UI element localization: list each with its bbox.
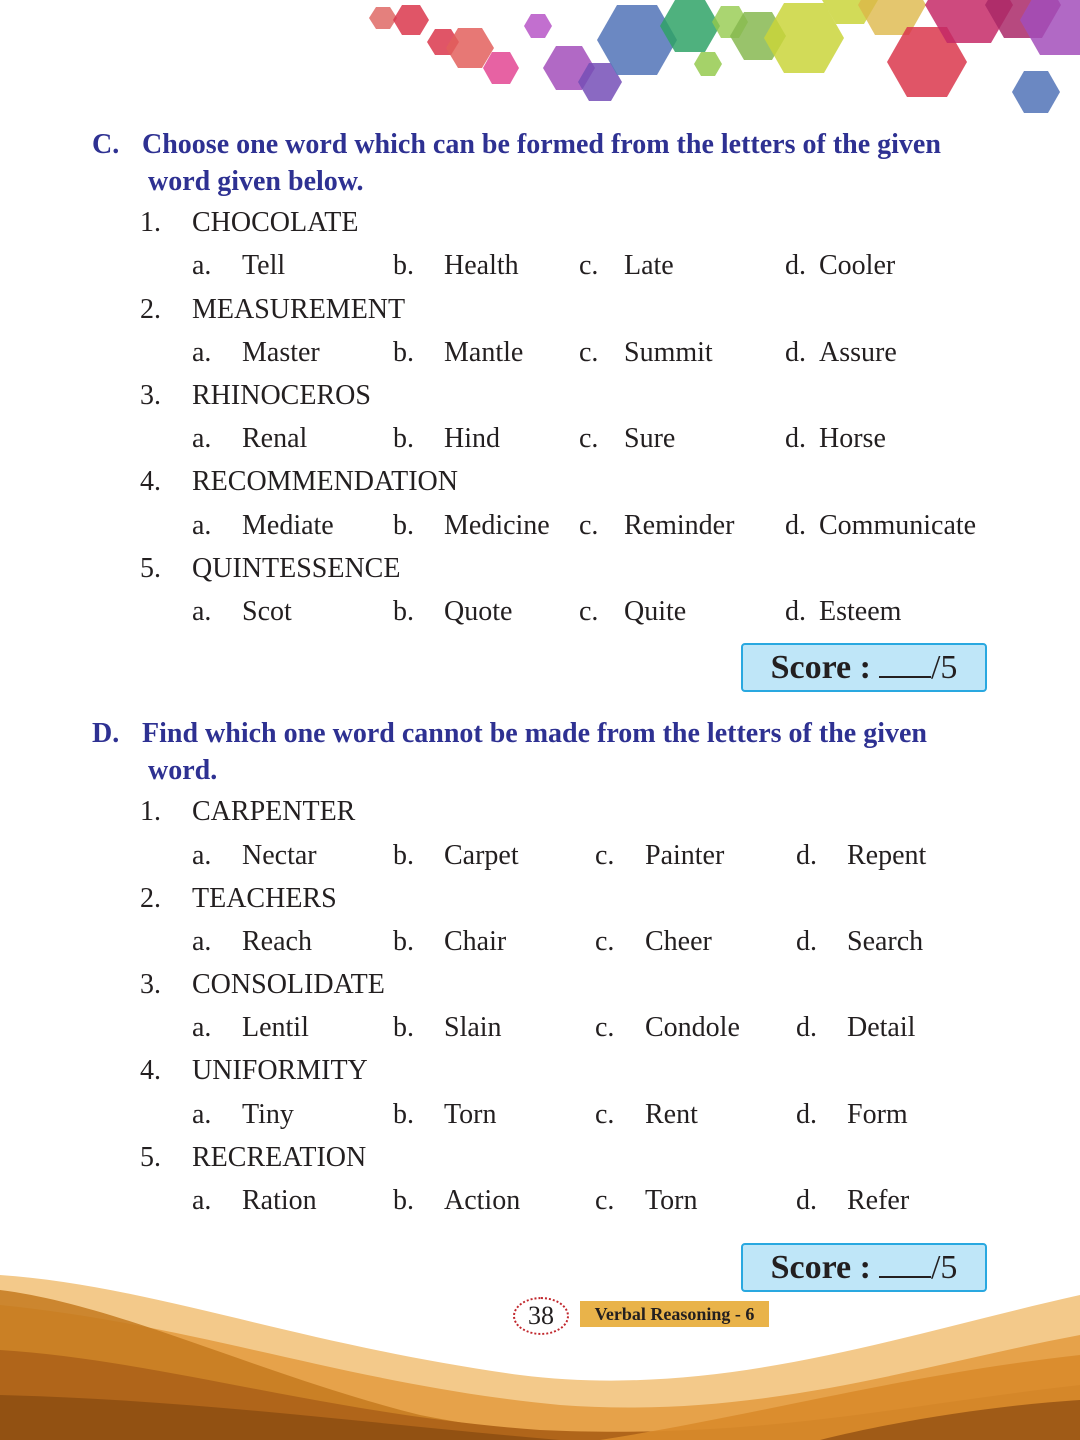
option-b[interactable]: b. Health bbox=[393, 250, 519, 281]
options-row bbox=[0, 333, 1080, 373]
question-word: CHOCOLATE bbox=[192, 207, 359, 238]
options-row bbox=[0, 1095, 1080, 1135]
question-word: MEASUREMENT bbox=[192, 294, 406, 325]
question-row: 4. RECOMMENDATION bbox=[0, 462, 1080, 502]
option-c[interactable]: c. Sure bbox=[579, 423, 676, 454]
question-word: CARPENTER bbox=[192, 796, 356, 827]
question-row: 5. QUINTESSENCE bbox=[0, 549, 1080, 589]
hexagon-decoration-top bbox=[0, 0, 1080, 125]
page-footer bbox=[0, 1297, 1080, 1337]
question-row: 1. CARPENTER bbox=[0, 792, 1080, 832]
options-row bbox=[0, 1008, 1080, 1048]
option-c[interactable]: c. Rent bbox=[595, 1099, 698, 1130]
options-row bbox=[0, 506, 1080, 546]
option-c[interactable]: c. Summit bbox=[579, 337, 713, 368]
book-title: Verbal Reasoning - 6 bbox=[580, 1301, 769, 1327]
question-word: CONSOLIDATE bbox=[192, 969, 385, 1000]
option-c[interactable]: c. Cheer bbox=[595, 926, 712, 957]
section-letter: D. bbox=[92, 718, 120, 749]
question-word: RECREATION bbox=[192, 1142, 367, 1173]
option-a[interactable]: a. Master bbox=[192, 337, 320, 368]
question-row: 3. RHINOCEROS bbox=[0, 376, 1080, 416]
question-word: RHINOCEROS bbox=[192, 380, 371, 411]
option-c[interactable]: c. Painter bbox=[595, 840, 725, 871]
options-row bbox=[0, 246, 1080, 286]
option-d[interactable]: d. Search bbox=[796, 926, 924, 957]
options-row bbox=[0, 1181, 1080, 1221]
options-row bbox=[0, 419, 1080, 459]
question-row: 4. UNIFORMITY bbox=[0, 1051, 1080, 1091]
score-box: Score : /5 bbox=[741, 643, 987, 692]
question-row: 2. MEASUREMENT bbox=[0, 290, 1080, 330]
option-d[interactable]: d. Form bbox=[796, 1099, 908, 1130]
options-row bbox=[0, 922, 1080, 962]
option-b[interactable]: b. Chair bbox=[393, 926, 507, 957]
option-a[interactable]: a. Lentil bbox=[192, 1012, 309, 1043]
option-a[interactable]: a. Reach bbox=[192, 926, 312, 957]
option-d[interactable]: d. Refer bbox=[796, 1185, 910, 1216]
option-a[interactable]: a. Tiny bbox=[192, 1099, 294, 1130]
score-blank[interactable] bbox=[879, 646, 931, 678]
option-b[interactable]: b. Hind bbox=[393, 423, 500, 454]
option-a[interactable]: a. Tell bbox=[192, 250, 286, 281]
option-c[interactable]: c. Quite bbox=[579, 596, 687, 627]
question-word: QUINTESSENCE bbox=[192, 553, 401, 584]
options-row bbox=[0, 592, 1080, 632]
option-a[interactable]: a. Scot bbox=[192, 596, 292, 627]
question-word: RECOMMENDATION bbox=[192, 466, 458, 497]
question-row: 3. CONSOLIDATE bbox=[0, 965, 1080, 1005]
options-row bbox=[0, 836, 1080, 876]
question-word: TEACHERS bbox=[192, 883, 337, 914]
section-letter: C. bbox=[92, 129, 120, 160]
question-word: UNIFORMITY bbox=[192, 1055, 368, 1086]
option-c[interactable]: c. Reminder bbox=[579, 510, 735, 541]
option-b[interactable]: b. Slain bbox=[393, 1012, 502, 1043]
option-d[interactable]: d. Horse bbox=[785, 423, 886, 454]
question-row: 1. CHOCOLATE bbox=[0, 203, 1080, 243]
option-d[interactable]: d. Communicate bbox=[785, 510, 977, 541]
page-number: 38 bbox=[513, 1297, 569, 1335]
option-d[interactable]: d. Esteem bbox=[785, 596, 902, 627]
option-a[interactable]: a. Ration bbox=[192, 1185, 317, 1216]
option-b[interactable]: b. Quote bbox=[393, 596, 513, 627]
score-box: Score : /5 bbox=[741, 1243, 987, 1292]
question-row: 5. RECREATION bbox=[0, 1138, 1080, 1178]
option-b[interactable]: b. Action bbox=[393, 1185, 521, 1216]
option-c[interactable]: c. Torn bbox=[595, 1185, 698, 1216]
section-instruction: Choose one word which can be formed from the letters of the given word given below. bbox=[142, 129, 941, 197]
option-c[interactable]: c. Late bbox=[579, 250, 674, 281]
option-d[interactable]: d. Repent bbox=[796, 840, 927, 871]
option-b[interactable]: b. Mantle bbox=[393, 337, 524, 368]
option-d[interactable]: d. Assure bbox=[785, 337, 897, 368]
question-row: 2. TEACHERS bbox=[0, 879, 1080, 919]
option-d[interactable]: d. Cooler bbox=[785, 250, 896, 281]
option-c[interactable]: c. Condole bbox=[595, 1012, 740, 1043]
section-instruction: Find which one word cannot be made from the letters of the given word. bbox=[142, 718, 927, 786]
score-blank[interactable] bbox=[879, 1246, 931, 1278]
option-a[interactable]: a. Mediate bbox=[192, 510, 334, 541]
option-a[interactable]: a. Renal bbox=[192, 423, 308, 454]
option-b[interactable]: b. Torn bbox=[393, 1099, 497, 1130]
option-a[interactable]: a. Nectar bbox=[192, 840, 317, 871]
option-b[interactable]: b. Carpet bbox=[393, 840, 519, 871]
option-b[interactable]: b. Medicine bbox=[393, 510, 550, 541]
option-d[interactable]: d. Detail bbox=[796, 1012, 916, 1043]
